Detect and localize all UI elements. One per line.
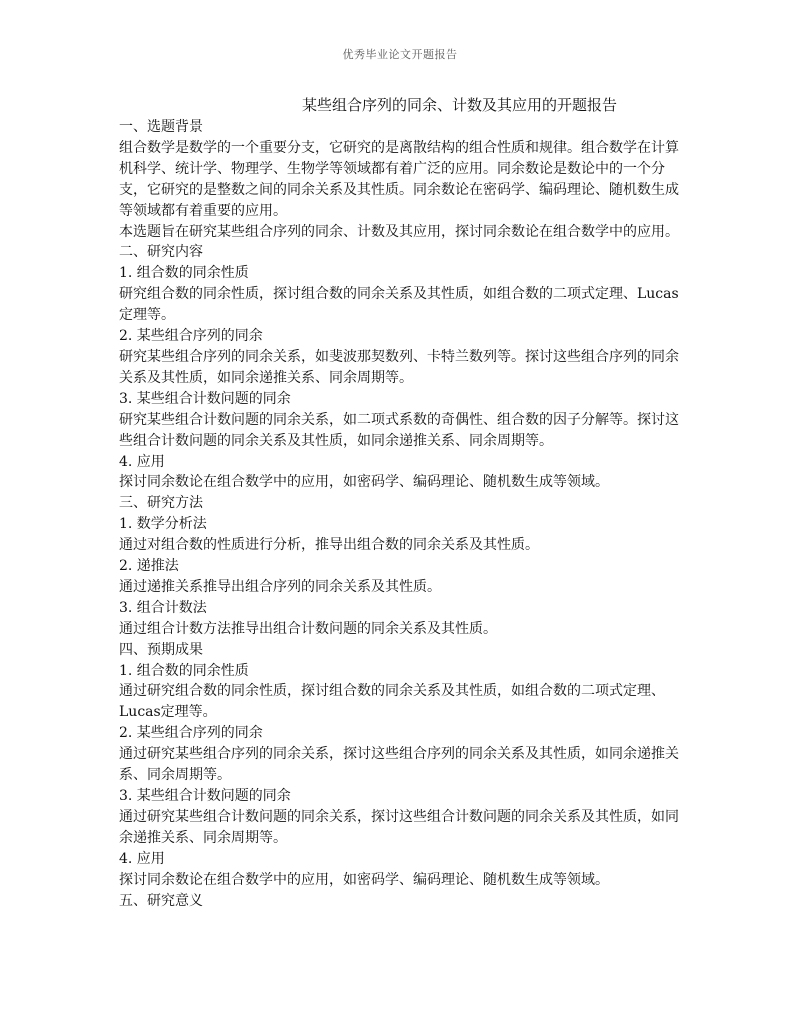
item-title: 1. 数学分析法 bbox=[119, 516, 207, 533]
item-title: 1. 组合数的同余性质 bbox=[119, 265, 249, 282]
item-body: 研究组合数的同余性质，探讨组合数的同余关系及其性质，如组合数的二项式定理、Lucas定理等。 bbox=[119, 286, 679, 324]
item-body: 通过对组合数的性质进行分析，推导出组合数的同余关系及其性质。 bbox=[119, 537, 539, 554]
item-body: 探讨同余数论在组合数学中的应用，如密码学、编码理论、随机数生成等领域。 bbox=[119, 871, 609, 888]
item-body: 研究某些组合计数问题的同余关系，如二项式系数的奇偶性、组合数的因子分解等。探讨这些组合计数问题的同余关系及其性质，如同余递推关系、同余周期等。 bbox=[119, 411, 679, 449]
item-body: 通过研究某些组合计数问题的同余关系，探讨这些组合计数问题的同余关系及其性质，如同余递推关系、同余周期等。 bbox=[119, 808, 679, 846]
section-heading-outcomes: 四、预期成果 bbox=[119, 641, 203, 658]
item-body: 探讨同余数论在组合数学中的应用，如密码学、编码理论、随机数生成等领域。 bbox=[119, 474, 609, 491]
item-body: 研究某些组合序列的同余关系，如斐波那契数列、卡特兰数列等。探讨这些组合序列的同余关系及其性质，如同余递推关系、同余周期等。 bbox=[119, 348, 679, 386]
item-title: 3. 组合计数法 bbox=[119, 599, 207, 616]
section-heading-content: 二、研究内容 bbox=[119, 244, 203, 261]
item-title: 2. 递推法 bbox=[119, 558, 179, 575]
document-body bbox=[119, 117, 687, 911]
item-body: 通过研究某些组合序列的同余关系，探讨这些组合序列的同余关系及其性质，如同余递推关系、同余周期等。 bbox=[119, 746, 679, 784]
document-title: 某些组合序列的同余、计数及其应用的开题报告 bbox=[302, 96, 618, 114]
item-body: 通过组合计数方法推导出组合计数问题的同余关系及其性质。 bbox=[119, 620, 497, 637]
item-body: 通过递推关系推导出组合序列的同余关系及其性质。 bbox=[119, 578, 441, 595]
item-body: 通过研究组合数的同余性质，探讨组合数的同余关系及其性质，如组合数的二项式定理、Lucas定理等。 bbox=[119, 683, 665, 721]
section-heading-significance: 五、研究意义 bbox=[119, 892, 203, 909]
item-title: 2. 某些组合序列的同余 bbox=[119, 328, 263, 345]
paragraph: 组合数学是数学的一个重要分支，它研究的是离散结构的组合性质和规律。组合数学在计算机科学、统计学、物理学、生物学等领域都有着广泛的应用。同余数论是数论中的一个分支，它研究的是整数之间的同余关系及其性质。同余数论在密码学、编码理论、随机数生成等领域都有着重要的应用。 bbox=[119, 139, 679, 219]
item-title: 1. 组合数的同余性质 bbox=[119, 662, 249, 679]
item-title: 3. 某些组合计数问题的同余 bbox=[119, 788, 291, 804]
paragraph: 本选题旨在研究某些组合序列的同余、计数及其应用，探讨同余数论在组合数学中的应用。 bbox=[119, 223, 679, 240]
item-title: 3. 某些组合计数问题的同余 bbox=[119, 390, 291, 407]
running-header: 优秀毕业论文开题报告 bbox=[342, 48, 458, 61]
item-title: 4. 应用 bbox=[119, 453, 165, 470]
item-title: 2. 某些组合序列的同余 bbox=[119, 725, 263, 742]
section-heading-background: 一、选题背景 bbox=[119, 119, 203, 135]
item-title: 4. 应用 bbox=[119, 850, 165, 867]
section-heading-methods: 三、研究方法 bbox=[119, 495, 203, 512]
